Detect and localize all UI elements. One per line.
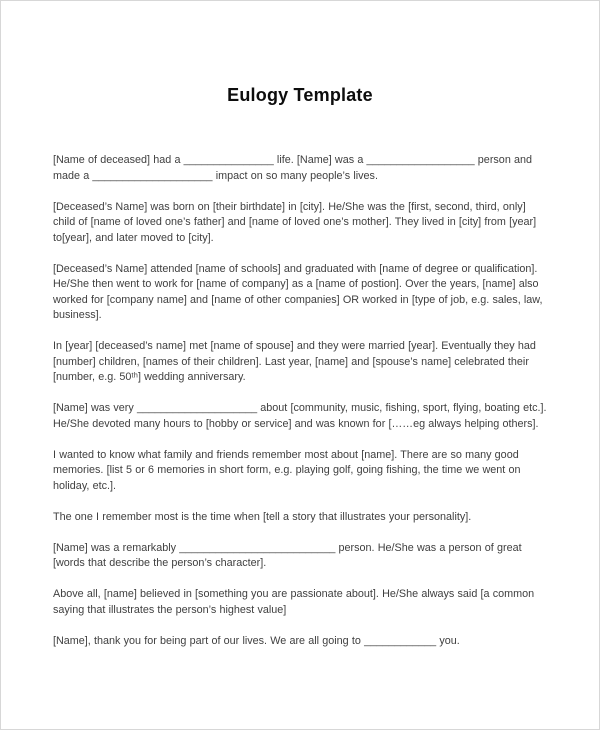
paragraph-beliefs: Above all, [name] believed in [something you are passionate about]. He/She always said [a common saying that illustrates the person’s highest value] (53, 588, 535, 616)
paragraph-memories: I wanted to know what family and friends remember most about [name]. There are so many good memories. [list 5 or 6 memories in short form, e.g. playing golf, going fishing, the time we went on holiday, etc.]. (53, 448, 521, 492)
paragraph-birth: [Deceased’s Name] was born on [their birthdate] in [city]. He/She was the [first, second, third, only] child of [name of loved one’s father] and [name of loved one’s mother]. They lived in [city] from [year] to[year], and later moved to [city]. (53, 200, 537, 244)
paragraph-marriage-family: In [year] [deceased’s name] met [name of spouse] and they were married [year]. Eventually they had [number] children, [names of their children]. Last year, [name] and [spouse’s name] celebrated their [number, e.g. 50ᵗʰ] wedding anniversary. (53, 340, 536, 383)
paragraph-story: The one I remember most is the time when [tell a story that illustrates your personality]. (53, 510, 472, 523)
paragraph-education-career: [Deceased’s Name] attended [name of schools] and graduated with [name of degree or qualification]. He/She then went to work for [name of company] as a [name of postion]. Over the years, [name] also worked for [company name] and [name of other companies] OR worked in [type of job, e.g. sales, law, business]. (53, 262, 543, 321)
paragraph-passions: [Name] was very ____________________ about [community, music, fishing, sport, flying, boating etc.]. He/She devoted many hours to [hobby or service] and was known for [……eg always helping others]. (53, 402, 547, 430)
document-body (53, 153, 547, 649)
paragraph-character: [Name] was a remarkably __________________________ person. He/She was a person of great [words that describe the person’s character]. (53, 541, 522, 569)
paragraph-intro: [Name of deceased] had a _______________ life. [Name] was a __________________ person and made a ____________________ impact on so many people’s lives. (53, 154, 533, 182)
paragraph-farewell: [Name], thank you for being part of our lives. We are all going to ____________ you. (53, 634, 460, 647)
page-title: Eulogy Template (227, 85, 373, 105)
